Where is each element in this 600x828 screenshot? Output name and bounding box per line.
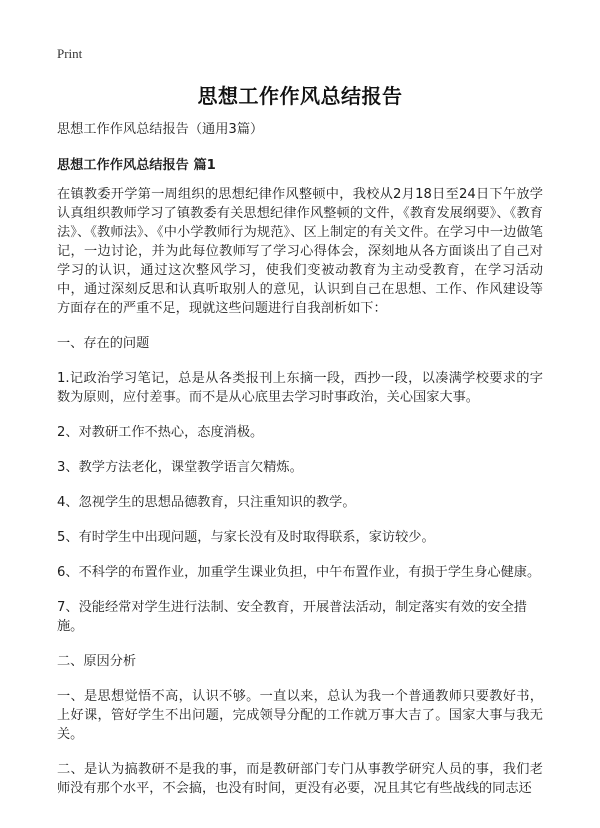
- problem-item-5: 5、有时学生中出现问题，与家长没有及时取得联系，家访较少。: [57, 530, 435, 545]
- cause-item-2: 二、是认为搞教研不是我的事，而是教研部门专门从事教学研究人员的事，我们老师没有那个水平，不会搞，也没有时间，更没有必要，况且其它有些战线的同志还: [57, 762, 543, 796]
- problem-item-4: 4、忽视学生的思想品德教育，只注重知识的教学。: [57, 495, 356, 510]
- print-label: Print: [57, 46, 83, 61]
- document-body: [57, 120, 543, 814]
- problem-item-6: 6、不科学的布置作业，加重学生课业负担，中午布置作业，有损于学生身心健康。: [57, 565, 541, 580]
- intro-paragraph: 在镇教委开学第一周组织的思想纪律作风整顿中，我校从2月18日至24日下午放学认真组织教师学习了镇教委有关思想纪律作风整顿的文件，《教育发展纲要》、《教育法》、《教师法》、《中小学教师行为规范》、区上制定的有关文件。在学习中一边做笔记，一边讨论，并为此每位教师写了学习心得体会，深刻地从各方面谈出了自己对学习的认识，通过这次整风学习，使我们变被动教育为主动受教育，在学习活动中，通过深刻反思和认真听取别人的意见，认识到自己在思想、工作、作风建设等方面存在的严重不足，现就这些问题进行自我剖析如下：: [57, 187, 543, 316]
- document-title: 思想工作作风总结报告: [197, 84, 403, 108]
- problem-item-3: 3、教学方法老化，课堂教学语言欠精炼。: [57, 460, 303, 475]
- heading-problems: 一、存在的问题: [57, 336, 150, 351]
- cause-item-1: 一、是思想觉悟不高，认识不够。一直以来，总认为我一个普通教师只要教好书，上好课，管好学生不出问题，完成领导分配的工作就万事大吉了。国家大事与我无关。: [57, 689, 543, 742]
- problem-item-2: 2、对教研工作不热心，态度消极。: [57, 425, 264, 440]
- problem-item-7: 7、没能经常对学生进行法制、安全教育，开展普法活动，制定落实有效的安全措施。: [57, 600, 527, 634]
- heading-causes: 二、原因分析: [57, 654, 137, 669]
- problem-item-1: 1.记政治学习笔记，总是从各类报刊上东摘一段，西抄一段，以凑满学校要求的字数为原则，应付差事。而不是从心底里去学习时事政治，关心国家大事。: [57, 371, 543, 405]
- document-subtitle: 思想工作作风总结报告（通用3篇）: [57, 122, 264, 137]
- section-title: 思想工作作风总结报告 篇1: [57, 158, 216, 173]
